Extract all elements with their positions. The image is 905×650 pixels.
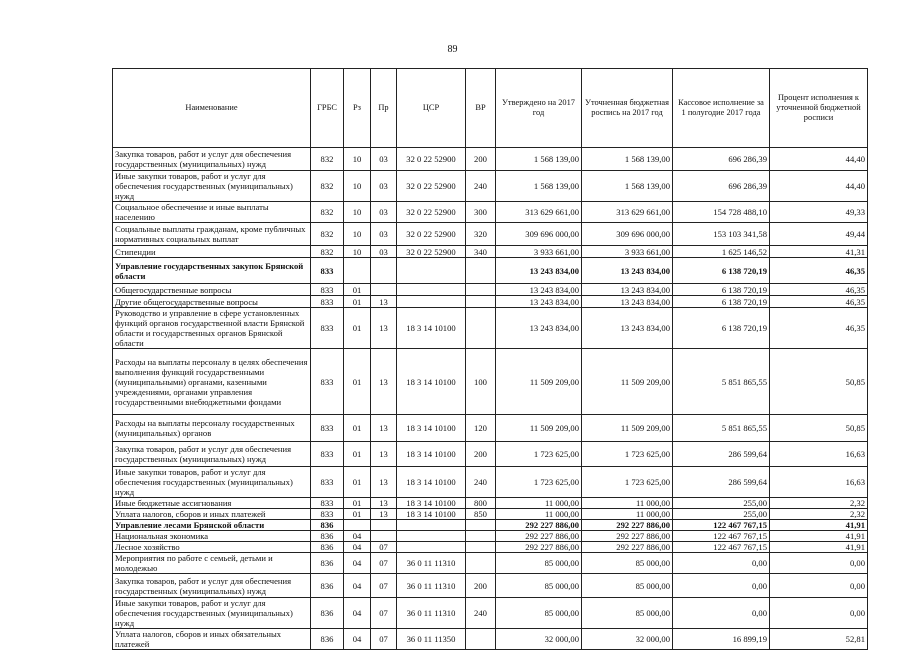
cell-rz: 04 [344,629,371,650]
cell-approved: 313 629 661,00 [496,202,582,223]
cell-percent: 46,35 [770,308,868,349]
cell-csr [397,296,466,308]
header-cash: Кассовое исполнение за 1 полугодие 2017 года [673,69,770,148]
cell-name: Расходы на выплаты персоналу государственных (муниципальных) органов [113,415,311,442]
cell-percent: 41,91 [770,520,868,531]
cell-percent: 0,00 [770,553,868,574]
cell-pr: 13 [371,349,397,415]
cell-grbs: 833 [311,509,344,520]
cell-percent: 2,32 [770,509,868,520]
cell-vr: 320 [466,223,496,246]
cell-csr: 36 0 11 11310 [397,598,466,629]
cell-vr: 200 [466,148,496,171]
cell-pr: 13 [371,308,397,349]
cell-cash: 286 599,64 [673,467,770,498]
cell-pr: 13 [371,498,397,509]
cell-csr: 18 3 14 10100 [397,498,466,509]
header-approved: Утверждено на 2017 год [496,69,582,148]
cell-csr [397,542,466,553]
cell-percent: 16,63 [770,467,868,498]
cell-cash: 6 138 720,19 [673,284,770,296]
cell-approved: 13 243 834,00 [496,296,582,308]
table-row [113,553,868,574]
cell-rz: 10 [344,148,371,171]
cell-vr: 850 [466,509,496,520]
cell-vr: 340 [466,246,496,258]
cell-name: Стипендии [113,246,311,258]
cell-rz: 01 [344,442,371,467]
cell-name: Социальное обеспечение и иные выплаты населению [113,202,311,223]
cell-grbs: 836 [311,629,344,650]
cell-rz: 01 [344,296,371,308]
table-row [113,598,868,629]
cell-vr [466,531,496,542]
cell-revised: 292 227 886,00 [582,531,673,542]
cell-rz: 01 [344,509,371,520]
cell-name: Лесное хозяйство [113,542,311,553]
cell-percent: 16,63 [770,442,868,467]
cell-approved: 13 243 834,00 [496,308,582,349]
cell-rz [344,258,371,284]
cell-approved: 292 227 886,00 [496,531,582,542]
cell-grbs: 832 [311,148,344,171]
cell-revised: 13 243 834,00 [582,296,673,308]
cell-name: Уплата налогов, сборов и иных обязательных платежей [113,629,311,650]
cell-revised: 1 723 625,00 [582,467,673,498]
cell-revised: 11 509 209,00 [582,415,673,442]
cell-approved: 309 696 000,00 [496,223,582,246]
cell-approved: 1 723 625,00 [496,442,582,467]
cell-approved: 292 227 886,00 [496,520,582,531]
cell-approved: 11 509 209,00 [496,415,582,442]
cell-csr [397,284,466,296]
cell-approved: 32 000,00 [496,629,582,650]
cell-pr: 07 [371,598,397,629]
cell-rz: 10 [344,171,371,202]
cell-csr: 36 0 11 11310 [397,553,466,574]
cell-csr: 32 0 22 52900 [397,148,466,171]
cell-percent: 41,31 [770,246,868,258]
cell-percent: 49,33 [770,202,868,223]
cell-revised: 11 509 209,00 [582,349,673,415]
cell-percent: 49,44 [770,223,868,246]
cell-percent: 44,40 [770,171,868,202]
cell-csr: 32 0 22 52900 [397,246,466,258]
cell-name: Уплата налогов, сборов и иных платежей [113,509,311,520]
cell-pr: 03 [371,148,397,171]
cell-grbs: 836 [311,574,344,598]
cell-revised: 1 568 139,00 [582,148,673,171]
budget-table [112,68,868,650]
cell-percent: 44,40 [770,148,868,171]
cell-rz: 10 [344,246,371,258]
cell-vr: 200 [466,574,496,598]
cell-pr: 07 [371,553,397,574]
table-row [113,520,868,531]
cell-grbs: 833 [311,467,344,498]
cell-csr [397,520,466,531]
cell-cash: 1 625 146,52 [673,246,770,258]
cell-csr: 18 3 14 10100 [397,509,466,520]
cell-name: Мероприятия по работе с семьей, детьми и молодежью [113,553,311,574]
cell-rz: 10 [344,202,371,223]
cell-grbs: 833 [311,284,344,296]
page-number: 89 [447,44,458,55]
table-row [113,284,868,296]
cell-name: Социальные выплаты гражданам, кроме публичных нормативных социальных выплат [113,223,311,246]
cell-name: Управление государственных закупок Брянской области [113,258,311,284]
cell-cash: 153 103 341,58 [673,223,770,246]
cell-vr [466,308,496,349]
cell-grbs: 833 [311,258,344,284]
header-csr: ЦСР [397,69,466,148]
cell-rz: 01 [344,284,371,296]
cell-revised: 292 227 886,00 [582,542,673,553]
cell-grbs: 836 [311,553,344,574]
cell-cash: 122 467 767,15 [673,520,770,531]
cell-rz: 01 [344,415,371,442]
cell-vr: 120 [466,415,496,442]
cell-revised: 11 000,00 [582,498,673,509]
table-row [113,171,868,202]
table-row [113,202,868,223]
cell-pr [371,258,397,284]
cell-grbs: 833 [311,296,344,308]
cell-percent: 46,35 [770,284,868,296]
cell-approved: 85 000,00 [496,574,582,598]
table-body [113,148,868,650]
cell-revised: 13 243 834,00 [582,258,673,284]
cell-csr: 32 0 22 52900 [397,171,466,202]
header-pr: Пр [371,69,397,148]
cell-csr: 36 0 11 11350 [397,629,466,650]
cell-name: Закупка товаров, работ и услуг для обеспечения государственных (муниципальных) нужд [113,148,311,171]
cell-revised: 13 243 834,00 [582,284,673,296]
cell-csr [397,258,466,284]
cell-name: Управление лесами Брянской области [113,520,311,531]
cell-percent: 0,00 [770,598,868,629]
cell-revised: 85 000,00 [582,553,673,574]
cell-pr: 03 [371,223,397,246]
cell-rz: 04 [344,574,371,598]
cell-approved: 1 723 625,00 [496,467,582,498]
cell-vr: 240 [466,467,496,498]
cell-pr: 07 [371,542,397,553]
cell-rz: 01 [344,349,371,415]
cell-name: Расходы на выплаты персоналу в целях обеспечения выполнения функций государственными (муниципальными) органами, казенными учреждениями, органами управления государственными внебюджетными фондами [113,349,311,415]
table-row [113,442,868,467]
cell-vr: 240 [466,598,496,629]
cell-grbs: 833 [311,442,344,467]
cell-csr: 18 3 14 10100 [397,349,466,415]
cell-rz [344,520,371,531]
cell-cash: 5 851 865,55 [673,415,770,442]
cell-csr: 32 0 22 52900 [397,202,466,223]
header-row [113,69,868,148]
cell-csr: 32 0 22 52900 [397,223,466,246]
cell-rz: 04 [344,553,371,574]
table-row [113,148,868,171]
table-row [113,223,868,246]
cell-cash: 0,00 [673,553,770,574]
cell-percent: 46,35 [770,296,868,308]
cell-vr [466,542,496,553]
cell-csr [397,531,466,542]
table-row [113,531,868,542]
cell-cash: 6 138 720,19 [673,308,770,349]
cell-percent: 41,91 [770,542,868,553]
cell-vr [466,629,496,650]
cell-pr: 13 [371,467,397,498]
cell-revised: 3 933 661,00 [582,246,673,258]
cell-pr: 03 [371,246,397,258]
cell-percent: 50,85 [770,349,868,415]
table-row [113,308,868,349]
cell-cash: 696 286,39 [673,148,770,171]
cell-approved: 11 509 209,00 [496,349,582,415]
cell-cash: 255,00 [673,509,770,520]
cell-approved: 1 568 139,00 [496,148,582,171]
cell-rz: 04 [344,542,371,553]
cell-cash: 255,00 [673,498,770,509]
cell-approved: 85 000,00 [496,553,582,574]
cell-vr [466,258,496,284]
cell-pr: 13 [371,415,397,442]
cell-grbs: 832 [311,202,344,223]
cell-approved: 11 000,00 [496,509,582,520]
cell-approved: 3 933 661,00 [496,246,582,258]
cell-pr: 07 [371,629,397,650]
cell-vr [466,284,496,296]
cell-cash: 6 138 720,19 [673,296,770,308]
cell-approved: 292 227 886,00 [496,542,582,553]
cell-pr: 03 [371,171,397,202]
cell-approved: 13 243 834,00 [496,284,582,296]
cell-cash: 286 599,64 [673,442,770,467]
cell-grbs: 833 [311,415,344,442]
cell-percent: 2,32 [770,498,868,509]
table-row [113,574,868,598]
cell-revised: 313 629 661,00 [582,202,673,223]
cell-grbs: 836 [311,520,344,531]
cell-vr: 300 [466,202,496,223]
cell-revised: 11 000,00 [582,509,673,520]
cell-grbs: 832 [311,171,344,202]
table-row [113,629,868,650]
cell-pr [371,531,397,542]
cell-name: Иные закупки товаров, работ и услуг для обеспечения государственных (муниципальных) нужд [113,467,311,498]
cell-grbs: 832 [311,223,344,246]
cell-grbs: 833 [311,308,344,349]
cell-vr [466,520,496,531]
table-row [113,349,868,415]
cell-grbs: 833 [311,349,344,415]
cell-cash: 122 467 767,15 [673,542,770,553]
table-row [113,246,868,258]
cell-revised: 85 000,00 [582,574,673,598]
cell-name: Закупка товаров, работ и услуг для обеспечения государственных (муниципальных) нужд [113,442,311,467]
table-row [113,498,868,509]
cell-revised: 13 243 834,00 [582,308,673,349]
header-vr: ВР [466,69,496,148]
cell-grbs: 832 [311,246,344,258]
cell-approved: 1 568 139,00 [496,171,582,202]
cell-name: Руководство и управление в сфере установленных функций органов государственной власти Брянской области и государственных органов Брянской области [113,308,311,349]
cell-rz: 04 [344,531,371,542]
header-rz: Рз [344,69,371,148]
cell-pr [371,520,397,531]
cell-cash: 6 138 720,19 [673,258,770,284]
cell-cash: 5 851 865,55 [673,349,770,415]
header-revised: Уточненная бюджетная роспись на 2017 год [582,69,673,148]
table-row [113,542,868,553]
cell-percent: 41,91 [770,531,868,542]
cell-csr: 36 0 11 11310 [397,574,466,598]
cell-csr: 18 3 14 10100 [397,467,466,498]
cell-approved: 11 000,00 [496,498,582,509]
cell-revised: 85 000,00 [582,598,673,629]
cell-approved: 13 243 834,00 [496,258,582,284]
cell-pr: 13 [371,296,397,308]
cell-name: Другие общегосударственные вопросы [113,296,311,308]
cell-vr: 100 [466,349,496,415]
cell-rz: 04 [344,598,371,629]
header-name: Наименование [113,69,311,148]
table-row [113,509,868,520]
cell-percent: 50,85 [770,415,868,442]
cell-revised: 1 568 139,00 [582,171,673,202]
header-grbs: ГРБС [311,69,344,148]
cell-vr [466,296,496,308]
cell-pr: 07 [371,574,397,598]
cell-approved: 85 000,00 [496,598,582,629]
cell-revised: 32 000,00 [582,629,673,650]
cell-pr: 03 [371,202,397,223]
cell-name: Общегосударственные вопросы [113,284,311,296]
cell-rz: 01 [344,308,371,349]
cell-grbs: 836 [311,542,344,553]
cell-name: Закупка товаров, работ и услуг для обеспечения государственных (муниципальных) нужд [113,574,311,598]
cell-name: Национальная экономика [113,531,311,542]
cell-percent: 0,00 [770,574,868,598]
cell-cash: 696 286,39 [673,171,770,202]
cell-name: Иные закупки товаров, работ и услуг для обеспечения государственных (муниципальных) нужд [113,171,311,202]
cell-rz: 01 [344,498,371,509]
cell-vr: 200 [466,442,496,467]
cell-percent: 52,81 [770,629,868,650]
cell-grbs: 836 [311,531,344,542]
cell-grbs: 833 [311,498,344,509]
cell-csr: 18 3 14 10100 [397,442,466,467]
cell-grbs: 836 [311,598,344,629]
cell-cash: 154 728 488,10 [673,202,770,223]
cell-percent: 46,35 [770,258,868,284]
cell-pr: 13 [371,442,397,467]
cell-cash: 0,00 [673,574,770,598]
cell-pr: 13 [371,509,397,520]
header-percent: Процент исполнения к уточненной бюджетной росписи [770,69,868,148]
cell-vr [466,553,496,574]
cell-cash: 16 899,19 [673,629,770,650]
cell-vr: 800 [466,498,496,509]
table-row [113,415,868,442]
cell-csr: 18 3 14 10100 [397,308,466,349]
cell-revised: 1 723 625,00 [582,442,673,467]
table-row [113,296,868,308]
table-row [113,467,868,498]
cell-vr: 240 [466,171,496,202]
table-row [113,258,868,284]
cell-rz: 10 [344,223,371,246]
cell-name: Иные закупки товаров, работ и услуг для обеспечения государственных (муниципальных) нужд [113,598,311,629]
cell-csr: 18 3 14 10100 [397,415,466,442]
cell-pr [371,284,397,296]
cell-cash: 0,00 [673,598,770,629]
cell-name: Иные бюджетные ассигнования [113,498,311,509]
cell-cash: 122 467 767,15 [673,531,770,542]
cell-revised: 309 696 000,00 [582,223,673,246]
cell-revised: 292 227 886,00 [582,520,673,531]
cell-rz: 01 [344,467,371,498]
